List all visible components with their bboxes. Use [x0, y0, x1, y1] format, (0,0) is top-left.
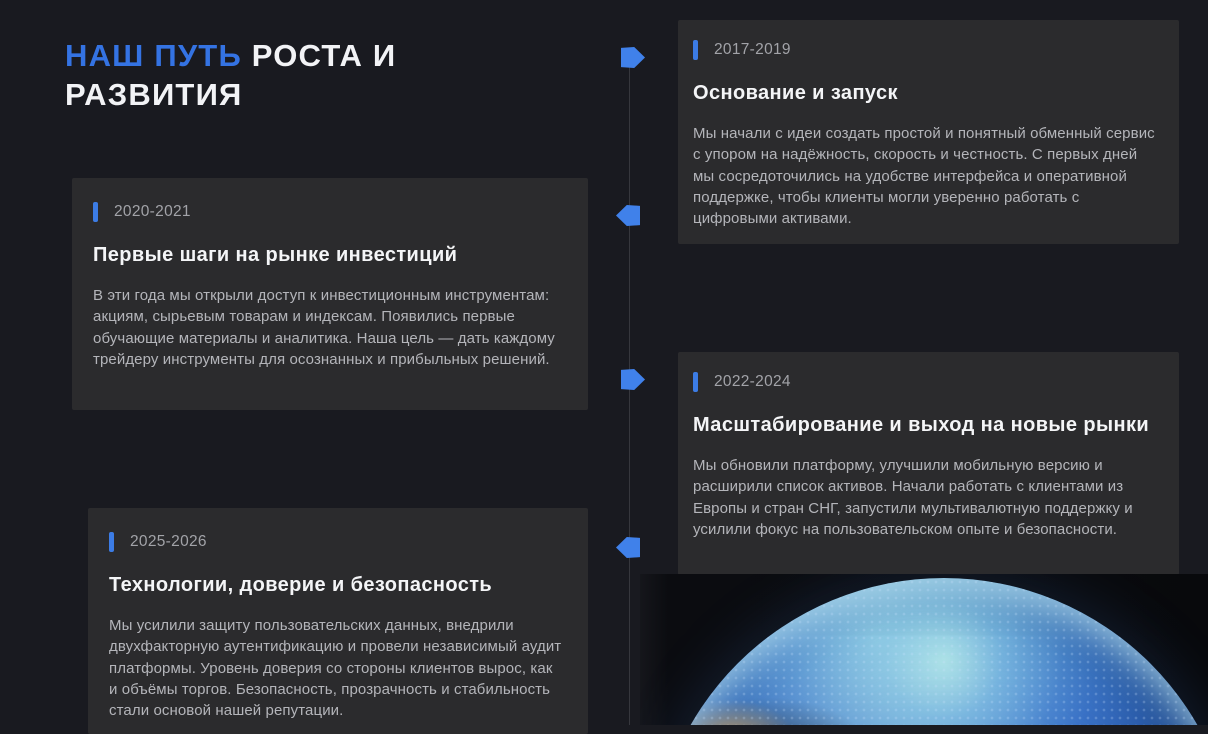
- year-label: 2017-2019: [714, 41, 791, 58]
- earth-globe-image: [652, 578, 1208, 725]
- accent-bar: [93, 202, 98, 222]
- year-row: [93, 202, 564, 222]
- card-heading: Основание и запуск: [693, 82, 898, 104]
- card-body: Мы начали с идеи создать простой и понятный обменный сервис с упором на надёжность, скорость и честность. С первых дней мы сосредоточились на удобстве интерфейса и оперативной поддержке, чтобы клиенты могли уверенно работать с цифровыми активами.: [693, 125, 1155, 228]
- year-label: 2025-2026: [130, 533, 207, 550]
- page-title-accent: НАШ ПУТЬ: [65, 37, 242, 73]
- globe-photo: [640, 574, 1208, 725]
- timeline-marker-left-icon: [616, 537, 640, 558]
- year-row: [693, 372, 1157, 392]
- page-title-rest: РОСТА И РАЗВИТИЯ: [65, 37, 397, 112]
- card-body: Мы обновили платформу, улучшили мобильную версию и расширили список активов. Начали работать с клиентами из Европы и стран СНГ, запустили мультивалютную поддержку и усилили фокус на пользовательском опыте и безопасности.: [693, 457, 1133, 538]
- timeline-card-2017-2019: [678, 20, 1179, 244]
- timeline-card-2022-2024: [678, 352, 1179, 575]
- card-heading: Масштабирование и выход на новые рынки: [693, 414, 1150, 436]
- card-body: В эти года мы открыли доступ к инвестиционным инструментам: акциям, сырьевым товарам и индексам. Появились первые обучающие материалы и аналитика. Наша цель — дать каждому трейдеру инструменты для осознанных и прибыльных решений.: [93, 287, 555, 368]
- page-title: [65, 36, 510, 114]
- year-label: 2020-2021: [114, 203, 191, 220]
- card-heading: Первые шаги на рынке инвестиций: [93, 244, 458, 266]
- year-label: 2022-2024: [714, 373, 791, 390]
- timeline-line: [629, 57, 630, 725]
- timeline-marker-right-icon: [621, 369, 645, 390]
- timeline-card-2020-2021: [72, 178, 588, 410]
- year-row: [693, 40, 1157, 60]
- card-body: Мы усилили защиту пользовательских данных, внедрили двухфакторную аутентификацию и провели независимый аудит платформы. Уровень доверия со стороны клиентов вырос, как и объёмы торгов. Безопасность, прозрачность и стабильность стали основой нашей репутации.: [109, 617, 562, 720]
- timeline-marker-left-icon: [616, 205, 640, 226]
- timeline-marker-right-icon: [621, 47, 645, 68]
- accent-bar: [693, 40, 698, 60]
- accent-bar: [109, 532, 114, 552]
- timeline-card-2025-2026: [88, 508, 588, 734]
- dot-grid-texture: [652, 578, 1208, 725]
- card-heading: Технологии, доверие и безопасность: [109, 574, 493, 596]
- year-row: [109, 532, 564, 552]
- accent-bar: [693, 372, 698, 392]
